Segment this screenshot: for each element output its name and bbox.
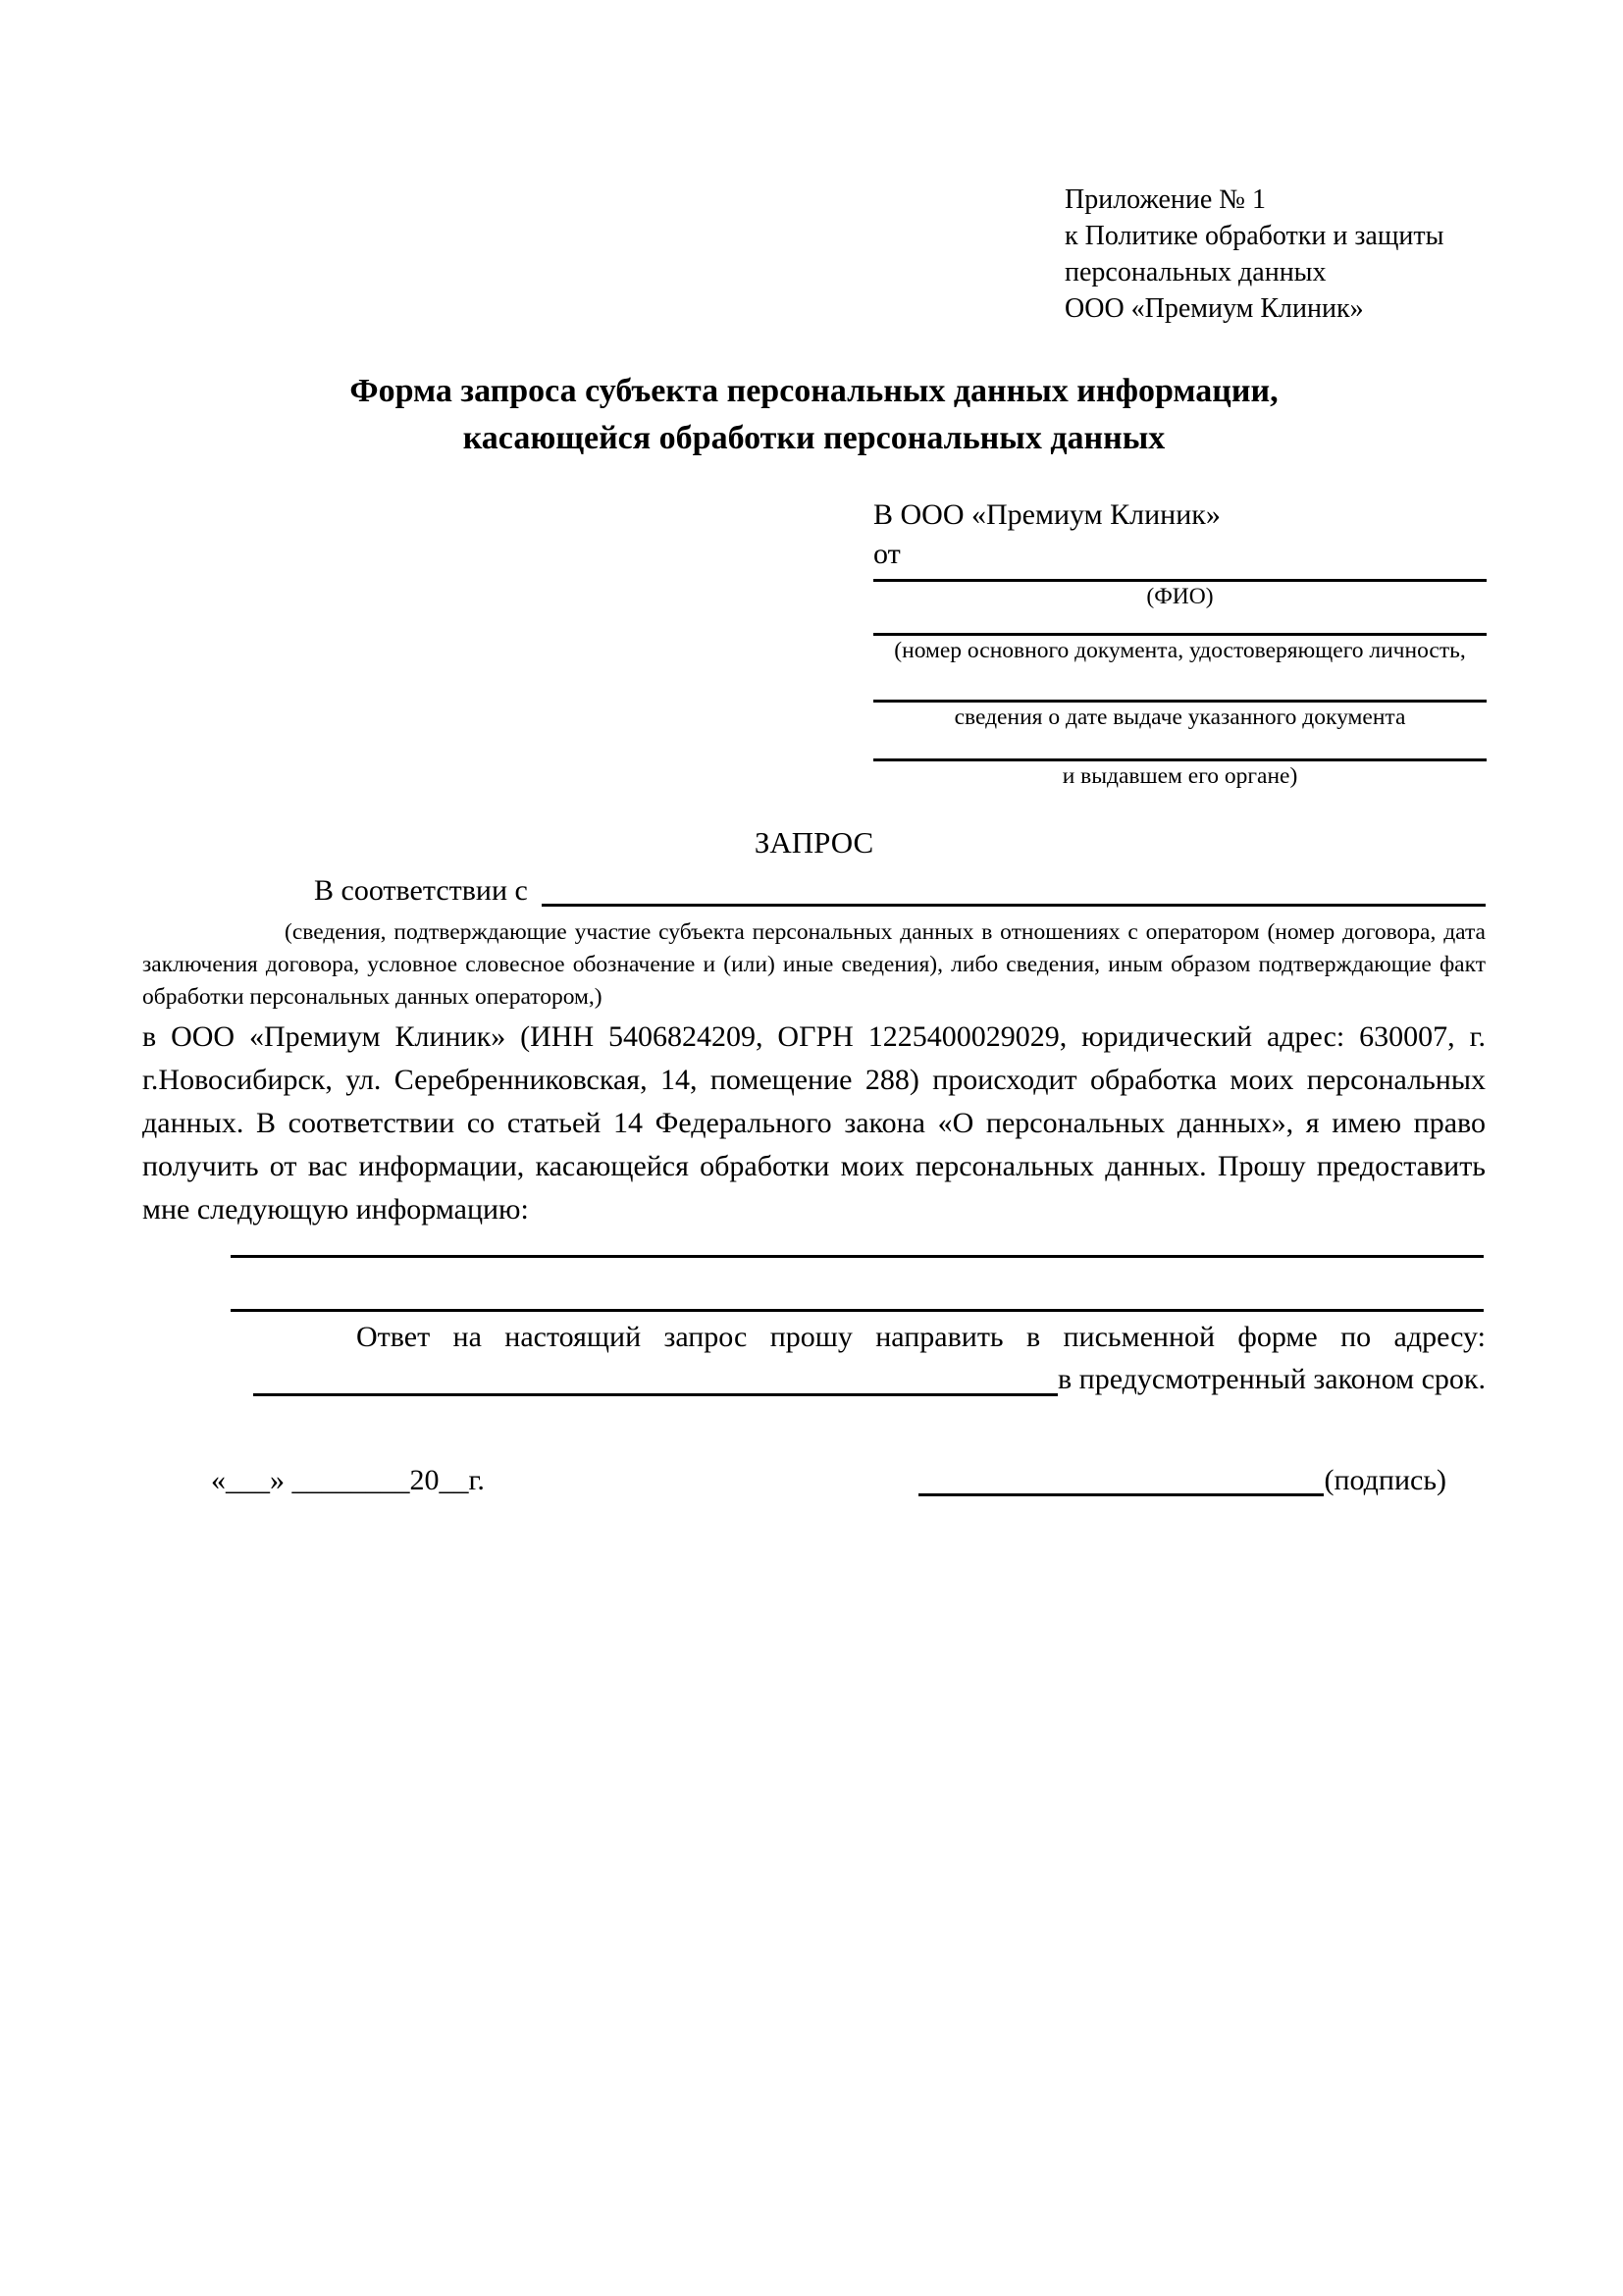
document-number-fill-line xyxy=(873,611,1487,636)
request-body: в ООО «Премиум Клиник» (ИНН 5406824209, ОГРН 1225400029029, юридический адрес: 630007, г. г.Новосибирск, ул. Серебренниковская, 14, помещение 288) происходит обработка моих персональных данных. В соответствии со статьей 14 Федерального закона «О персональных данных», я имею право получить от вас информации, касающейся обработки моих персональных данных. Прошу предоставить мне следующую информацию: xyxy=(142,1020,1486,1226)
appendix-header xyxy=(1065,182,1486,327)
document-issue-date-fill-line xyxy=(873,665,1487,703)
accordance-prefix: В соответствии с xyxy=(314,874,528,907)
addressee-block xyxy=(873,496,1487,791)
reply-address-row xyxy=(142,1358,1486,1401)
signature-row xyxy=(142,1460,1486,1501)
request-heading: ЗАПРОС xyxy=(754,825,874,860)
appendix-line: к Политике обработки и защиты xyxy=(1065,221,1444,251)
page-title-line-2: касающейся обработки персональных данных xyxy=(462,420,1166,456)
page-title-line-1: Форма запроса субъекта персональных данных информации, xyxy=(349,373,1279,409)
page-title xyxy=(142,368,1486,462)
information-fill-line-2 xyxy=(231,1309,1484,1312)
signature-fill-line xyxy=(918,1493,1324,1496)
fio-fill-line xyxy=(873,574,1487,582)
document-issue-date-caption: сведения о дате выдаче указанного документа xyxy=(954,704,1406,730)
document-number-caption: (номер основного документа, удостоверяющего личность, xyxy=(894,638,1466,663)
appendix-line: ООО «Премиум Клиник» xyxy=(1065,293,1364,324)
accordance-footnote: (сведения, подтверждающие участие субъекта персональных данных в отношениях с оператором (номер договора, дата заключения договора, условное словесное обозначение и (или) иные сведения), либо сведения, иным образом подтверждающие факт обработки персональных данных оператором,) xyxy=(142,919,1486,1010)
accordance-fill-line xyxy=(542,904,1486,907)
signature-caption: (подпись) xyxy=(1324,1464,1446,1496)
information-fill-line-1 xyxy=(231,1255,1484,1258)
addressee-organization: В ООО «Премиум Клиник» xyxy=(873,498,1221,531)
addressee-from-label: от xyxy=(873,538,901,570)
appendix-line: персональных данных xyxy=(1065,257,1327,287)
date-field: «___» ________20__г. xyxy=(211,1464,485,1496)
document-issuer-caption: и выдавшем его органе) xyxy=(1062,763,1298,789)
reply-suffix: в предусмотренный законом срок. xyxy=(1058,1363,1486,1395)
fio-caption: (ФИО) xyxy=(1146,584,1214,609)
reply-address-fill-line xyxy=(253,1393,1058,1396)
appendix-line: Приложение № 1 xyxy=(1065,184,1266,215)
document-issuer-fill-line xyxy=(873,732,1487,761)
reply-request-text: Ответ на настоящий запрос прошу направить в письменной форме по адресу: xyxy=(356,1321,1486,1353)
signature-group xyxy=(918,1460,1446,1501)
accordance-row xyxy=(142,870,1486,912)
